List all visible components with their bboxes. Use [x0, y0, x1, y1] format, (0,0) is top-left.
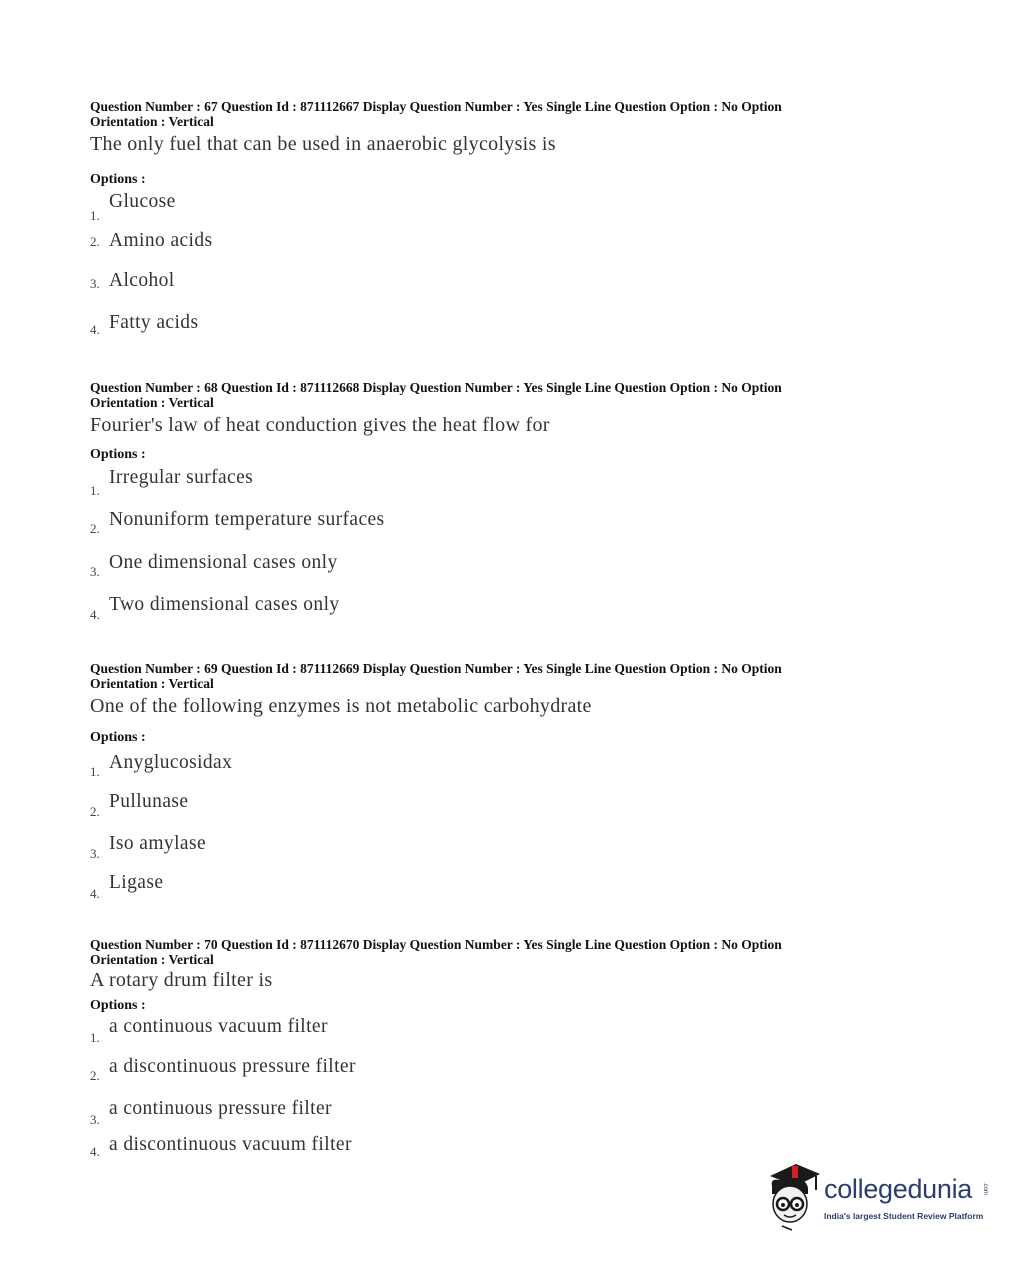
question-68 [90, 381, 870, 632]
option-number: 2. [90, 234, 100, 249]
option-text: a discontinuous vacuum filter [109, 1134, 352, 1155]
option-1 [90, 746, 870, 786]
logo-wordmark: collegedunia [824, 1174, 973, 1204]
option-2 [90, 786, 870, 828]
option-text: Anyglucosidax [109, 752, 233, 773]
option-4 [90, 310, 870, 350]
question-meta: Question Number : 67 Question Id : 871112667 Display Question Number : Yes Single Line Question Option : No Option Orientation : Vertical [90, 99, 782, 129]
option-2 [90, 228, 870, 268]
option-1 [90, 188, 870, 228]
option-2 [90, 1054, 870, 1096]
mascot-icon [762, 1160, 824, 1232]
option-2 [90, 505, 870, 548]
option-3 [90, 828, 870, 868]
question-text: One of the following enzymes is not metabolic carbohydrate [90, 695, 592, 717]
option-1 [90, 463, 870, 505]
option-number: 2. [90, 1068, 100, 1083]
option-text: a continuous vacuum filter [109, 1016, 328, 1037]
option-text: Fatty acids [109, 312, 199, 333]
option-number: 3. [90, 564, 100, 579]
option-text: Alcohol [109, 270, 175, 291]
option-3 [90, 1096, 870, 1132]
question-text: The only fuel that can be used in anaerobic glycolysis is [90, 133, 556, 155]
question-text: Fourier's law of heat conduction gives the heat flow for [90, 414, 550, 436]
option-text: Pullunase [109, 791, 189, 812]
option-text: Irregular surfaces [109, 467, 254, 488]
question-meta: Question Number : 68 Question Id : 871112668 Display Question Number : Yes Single Line Question Option : No Option Orientation : Vertical [90, 380, 782, 410]
option-number: 3. [90, 1112, 100, 1127]
option-text: Nonuniform temperature surfaces [109, 509, 385, 530]
option-number: 1. [90, 208, 100, 223]
question-meta: Question Number : 69 Question Id : 871112669 Display Question Number : Yes Single Line Question Option : No Option Orientation : Vertical [90, 661, 782, 691]
option-text: Glucose [109, 191, 176, 212]
option-number: 1. [90, 483, 100, 498]
option-text: a discontinuous pressure filter [109, 1056, 356, 1077]
option-text: a continuous pressure filter [109, 1098, 332, 1119]
question-67 [90, 100, 870, 350]
logo-tagline: India's largest Student Review Platform [824, 1211, 984, 1221]
option-text: Ligase [109, 872, 164, 893]
option-4 [90, 868, 870, 908]
options-label: Options : [90, 447, 146, 462]
option-number: 2. [90, 804, 100, 819]
options-label: Options : [90, 172, 146, 187]
option-number: 2. [90, 521, 100, 536]
options-label: Options : [90, 998, 146, 1013]
logo-domain-suffix: .com [982, 1182, 988, 1196]
option-number: 4. [90, 1144, 100, 1159]
option-number: 1. [90, 1030, 100, 1045]
question-70 [90, 938, 870, 1168]
options-label: Options : [90, 730, 146, 745]
option-number: 1. [90, 764, 100, 779]
question-meta: Question Number : 70 Question Id : 871112670 Display Question Number : Yes Single Line Question Option : No Option Orientation : Vertical [90, 937, 782, 967]
question-text: A rotary drum filter is [90, 969, 273, 991]
option-text: Iso amylase [109, 833, 206, 854]
option-4 [90, 1132, 870, 1168]
option-3 [90, 268, 870, 310]
collegedunia-logo [762, 1160, 992, 1232]
option-1 [90, 1014, 870, 1054]
option-text: One dimensional cases only [109, 552, 338, 573]
option-text: Amino acids [109, 230, 213, 251]
option-4 [90, 592, 870, 632]
option-number: 4. [90, 322, 100, 337]
option-number: 3. [90, 846, 100, 861]
option-number: 3. [90, 276, 100, 291]
option-number: 4. [90, 886, 100, 901]
option-number: 4. [90, 607, 100, 622]
question-69 [90, 662, 870, 908]
option-3 [90, 548, 870, 592]
option-text: Two dimensional cases only [109, 594, 340, 615]
